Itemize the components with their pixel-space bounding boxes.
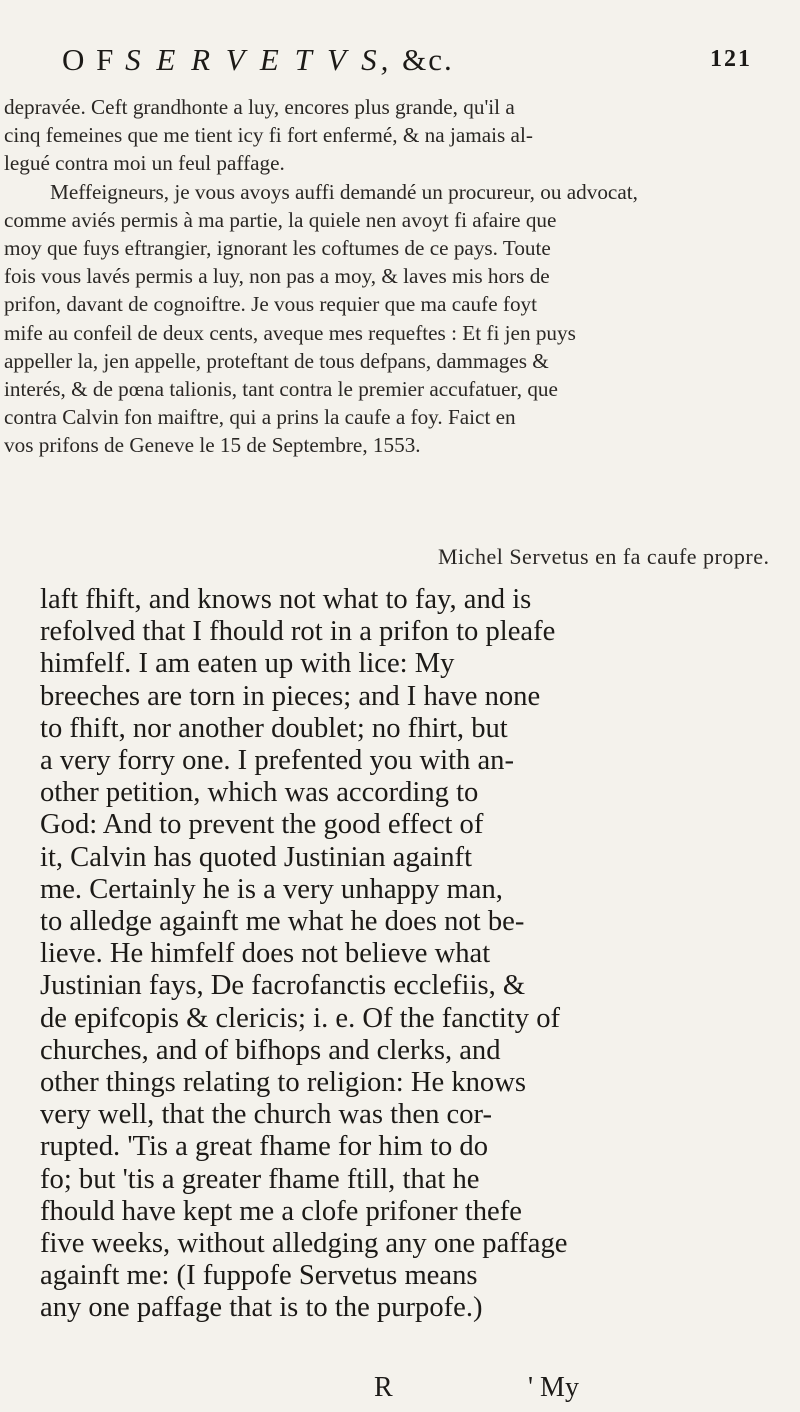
french-line: interés, & de pœna talionis, tant contra le premier accufatuer, que <box>4 377 558 402</box>
page-number: 121 <box>710 46 752 72</box>
english-line: me. Certainly he is a very unhappy man, <box>40 873 503 905</box>
running-header <box>62 42 752 82</box>
letter-signature: Michel Servetus en fa caufe propre. <box>438 544 770 569</box>
signature-mark: R <box>374 1372 393 1403</box>
english-line: a very forry one. I prefented you with an- <box>40 745 514 777</box>
french-line: legué contra moi un feul paffage. <box>4 151 285 176</box>
title-suffix: &c. <box>402 42 454 77</box>
running-title <box>62 42 454 78</box>
english-line: God: And to prevent the good effect of <box>40 809 484 841</box>
english-line: very well, that the church was then cor- <box>40 1099 492 1131</box>
english-line: refolved that I fhould rot in a prifon to pleafe <box>40 616 556 648</box>
french-line: contra Calvin fon maiftre, qui a prins la caufe a foy. Faict en <box>4 405 516 430</box>
french-line: mife au confeil de deux cents, aveque mes requeftes : Et fi jen puys <box>4 320 576 345</box>
english-translation-block <box>40 584 760 1325</box>
french-line: appeller la, jen appelle, proteftant de tous defpans, dammages & <box>4 348 549 373</box>
french-line: depravée. Ceft grandhonte a luy, encores plus grande, qu'il a <box>4 95 515 119</box>
english-line: fhould have kept me a clofe prifoner thefe <box>40 1195 522 1227</box>
french-line: moy que fuys eftrangier, ignorant les coftumes de ce pays. Toute <box>4 236 551 261</box>
french-letter-block <box>4 93 788 460</box>
page-footer <box>0 1372 800 1406</box>
english-line: other things relating to religion: He knows <box>40 1067 527 1099</box>
english-line: any one paffage that is to the purpofe.) <box>40 1292 483 1324</box>
french-line: cinq femeines que me tient icy fi fort enfermé, & na jamais al- <box>4 123 533 148</box>
catchword: ' My <box>528 1372 579 1403</box>
french-line: comme aviés permis à ma partie, la quiele nen avoyt fi afaire que <box>4 207 557 232</box>
english-line: it, Calvin has quoted Justinian againft <box>40 841 473 873</box>
french-line: prifon, davant de cognoiftre. Je vous requier que ma caufe foyt <box>4 292 538 317</box>
english-line: Justinian fays, De facrofanctis ecclefiis, & <box>40 970 526 1002</box>
english-line: to fhift, nor another doublet; no fhirt, but <box>40 712 508 744</box>
english-line: churches, and of bifhops and clerks, and <box>40 1034 501 1066</box>
english-line: himfelf. I am eaten up with lice: My <box>40 648 455 680</box>
english-line: breeches are torn in pieces; and I have none <box>40 680 541 712</box>
english-line: laft fhift, and knows not what to fay, and is <box>40 584 532 615</box>
english-line: fo; but 'tis a greater fhame ftill, that he <box>40 1163 480 1195</box>
english-line: againft me: (I fuppofe Servetus means <box>40 1260 478 1292</box>
title-prefix: O F <box>62 42 116 77</box>
english-line: lieve. He himfelf does not believe what <box>40 938 491 970</box>
french-line: fois vous lavés permis a luy, non pas a moy, & laves mis hors de <box>4 264 550 289</box>
english-line: to alledge againft me what he does not be- <box>40 906 525 938</box>
english-line: other petition, which was according to <box>40 777 479 809</box>
english-line: five weeks, without alledging any one paffage <box>40 1228 568 1260</box>
french-line: Meffeigneurs, je vous avoys auffi demandé un procureur, ou advocat, <box>50 179 638 204</box>
title-italic: S E R V E T V S, <box>125 42 393 77</box>
english-line: rupted. 'Tis a great fhame for him to do <box>40 1131 489 1163</box>
english-line: de epifcopis & clericis; i. e. Of the fanctity of <box>40 1002 561 1034</box>
french-line: vos prifons de Geneve le 15 de Septembre, 1553. <box>4 433 421 458</box>
